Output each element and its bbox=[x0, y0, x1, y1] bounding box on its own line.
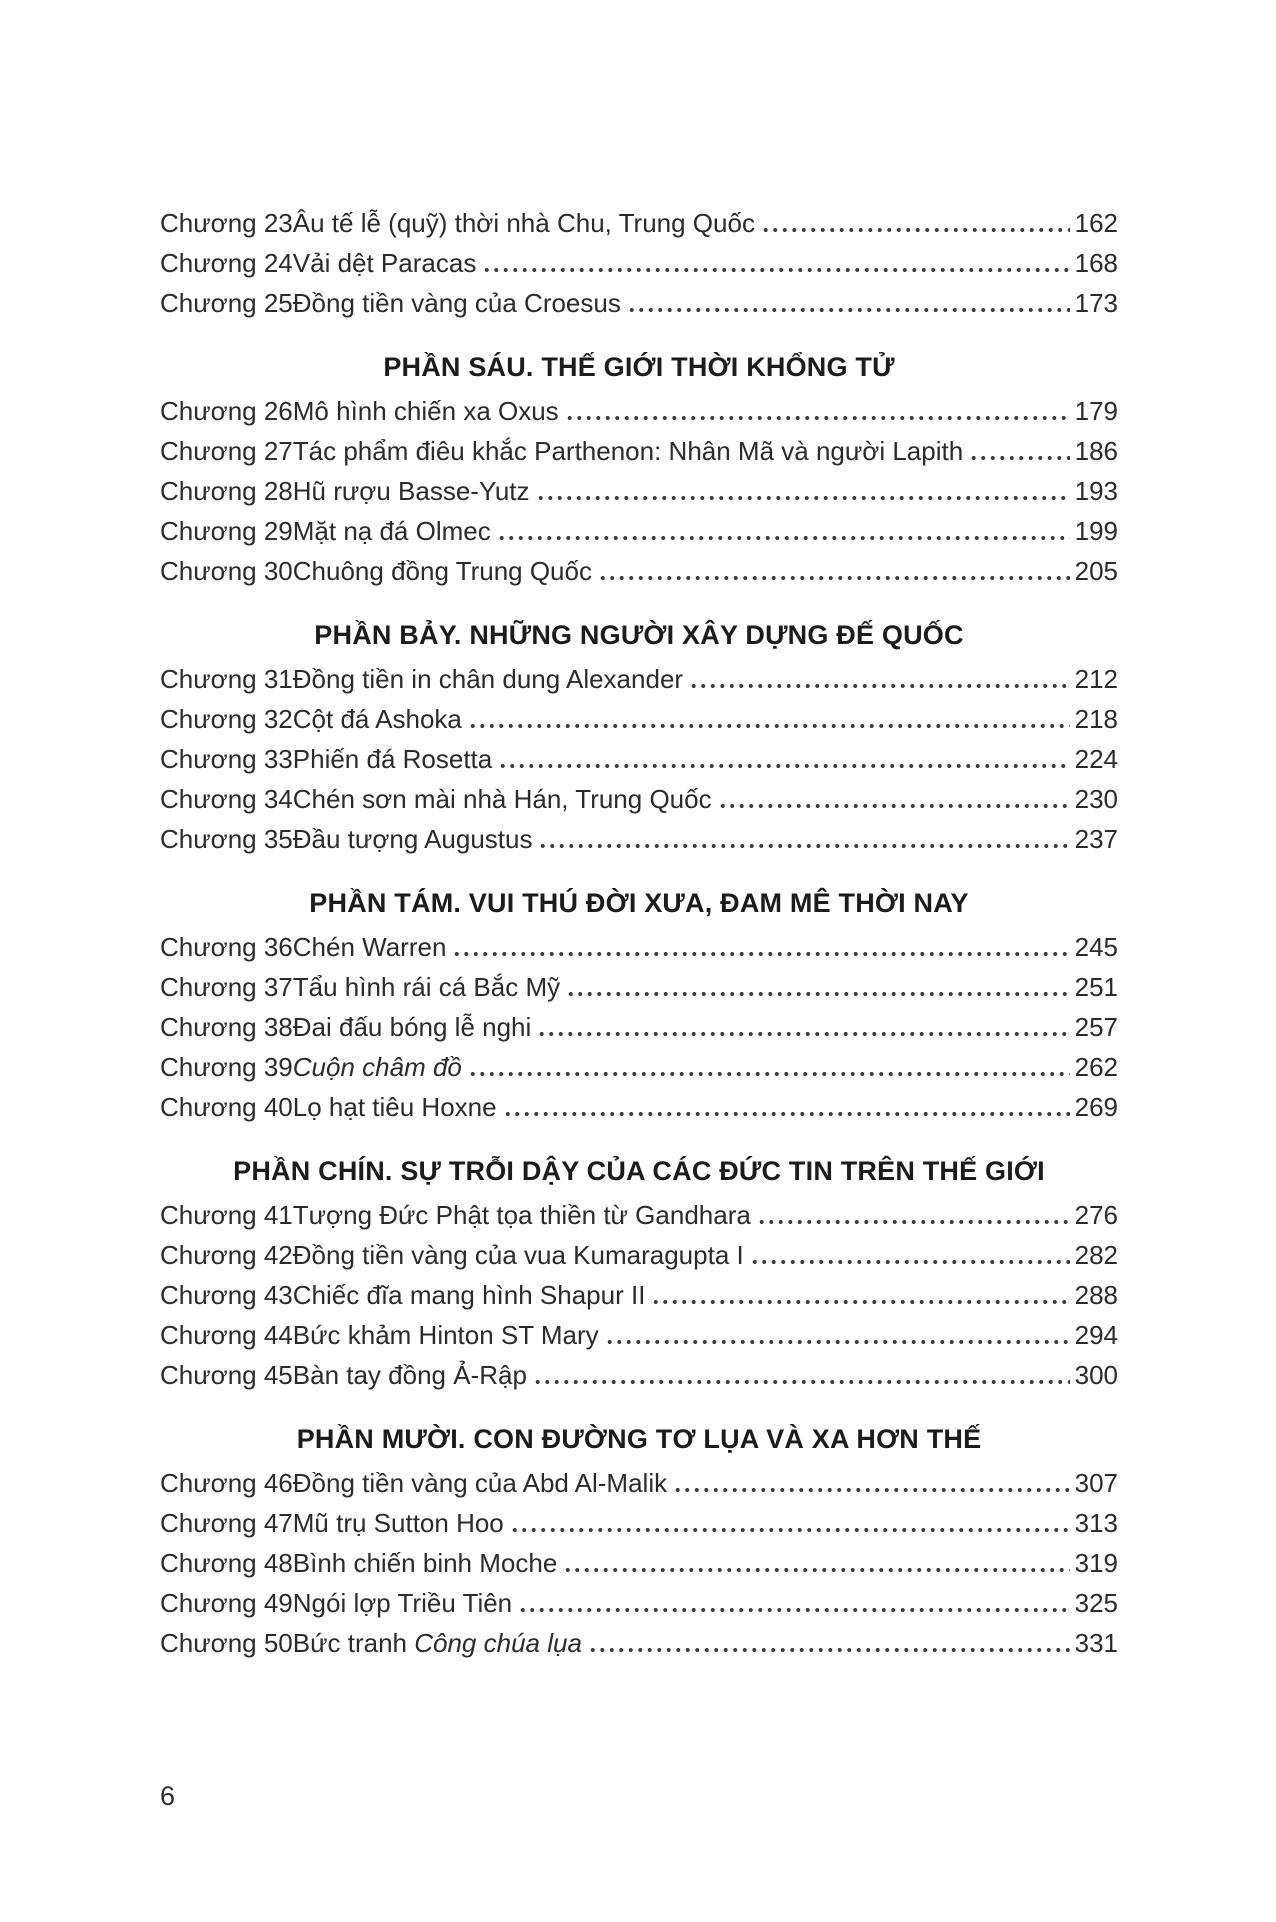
entry-page-number: 294 bbox=[1074, 1320, 1118, 1350]
entry-page-number: 251 bbox=[1074, 972, 1118, 1002]
entry-title: Đồng tiền vàng của Abd Al-Malik bbox=[292, 1468, 668, 1498]
entry-chapter-label: Chương 34 bbox=[160, 784, 293, 814]
section-heading: PHẦN TÁM. VUI THÚ ĐỜI XƯA, ĐAM MÊ THỜI NAY bbox=[309, 888, 969, 918]
entry-chapter-label: Chương 23 bbox=[160, 208, 293, 238]
entry-title: Lọ hạt tiêu Hoxne bbox=[292, 1092, 497, 1122]
entry-title: Đầu tượng Augustus bbox=[292, 824, 533, 854]
toc bbox=[160, 203, 1118, 1663]
dot-leader bbox=[673, 1463, 1070, 1503]
entry-page-number: 205 bbox=[1074, 556, 1118, 586]
toc-entry bbox=[160, 1623, 1118, 1663]
dot-leader bbox=[468, 1047, 1070, 1087]
dot-leader bbox=[588, 1623, 1070, 1663]
entry-page-number: 276 bbox=[1074, 1200, 1118, 1230]
toc-entry bbox=[160, 1195, 1118, 1235]
toc-entry bbox=[160, 511, 1118, 551]
dot-leader bbox=[498, 739, 1069, 779]
entry-title: Âu tế lễ (quỹ) thời nhà Chu, Trung Quốc bbox=[292, 208, 755, 238]
toc-entry bbox=[160, 1235, 1118, 1275]
dot-leader bbox=[468, 699, 1070, 739]
toc-entry bbox=[160, 659, 1118, 699]
entry-page-number: 179 bbox=[1074, 396, 1118, 426]
toc-entry bbox=[160, 927, 1118, 967]
entry-page-number: 282 bbox=[1074, 1240, 1118, 1270]
entry-title: Cột đá Ashoka bbox=[292, 704, 462, 734]
entry-chapter-label: Chương 33 bbox=[160, 744, 293, 774]
entry-chapter-label: Chương 35 bbox=[160, 824, 293, 854]
toc-entry bbox=[160, 967, 1118, 1007]
dot-leader bbox=[503, 1087, 1070, 1127]
section-heading: PHẦN CHÍN. SỰ TRỖI DẬY CỦA CÁC ĐỨC TIN TRÊN THẾ GIỚI bbox=[233, 1156, 1045, 1186]
entry-chapter-label: Chương 49 bbox=[160, 1588, 293, 1618]
dot-leader bbox=[598, 551, 1070, 591]
entry-chapter-label: Chương 24 bbox=[160, 248, 293, 278]
dot-leader bbox=[510, 1503, 1070, 1543]
entry-page-number: 193 bbox=[1074, 476, 1118, 506]
entry-page-number: 331 bbox=[1074, 1628, 1118, 1658]
entry-page-number: 319 bbox=[1074, 1548, 1118, 1578]
entry-chapter-label: Chương 29 bbox=[160, 516, 293, 546]
entry-page-number: 300 bbox=[1074, 1360, 1118, 1390]
entry-title: Đồng tiền in chân dung Alexander bbox=[292, 664, 684, 694]
entry-page-number: 173 bbox=[1074, 288, 1118, 318]
entry-chapter-label: Chương 46 bbox=[160, 1468, 293, 1498]
entry-chapter-label: Chương 28 bbox=[160, 476, 293, 506]
dot-leader bbox=[750, 1235, 1070, 1275]
entry-title: Chuông đồng Trung Quốc bbox=[292, 556, 592, 586]
dot-leader bbox=[605, 1315, 1070, 1355]
section-heading: PHẦN MƯỜI. CON ĐƯỜNG TƠ LỤA VÀ XA HƠN THẾ bbox=[296, 1424, 982, 1454]
entry-title: Tẩu hình rái cá Bắc Mỹ bbox=[292, 972, 561, 1002]
toc-entry bbox=[160, 739, 1118, 779]
toc-entry bbox=[160, 1463, 1118, 1503]
toc-entry bbox=[160, 1275, 1118, 1315]
entry-page-number: 199 bbox=[1074, 516, 1118, 546]
entry-page-number: 313 bbox=[1074, 1508, 1118, 1538]
entry-page-number: 307 bbox=[1074, 1468, 1118, 1498]
entry-title: Chén Warren bbox=[292, 932, 447, 962]
dot-leader bbox=[627, 283, 1070, 323]
entry-page-number: 168 bbox=[1074, 248, 1118, 278]
dot-leader bbox=[536, 471, 1070, 511]
entry-chapter-label: Chương 25 bbox=[160, 288, 293, 318]
dot-leader bbox=[969, 431, 1069, 471]
entry-page-number: 162 bbox=[1074, 208, 1118, 238]
entry-title: Hũ rượu Basse-Yutz bbox=[292, 476, 530, 506]
dot-leader bbox=[566, 967, 1070, 1007]
dot-leader bbox=[761, 203, 1070, 243]
entry-title: Mũ trụ Sutton Hoo bbox=[292, 1508, 504, 1538]
dot-leader bbox=[497, 511, 1070, 551]
toc-entry bbox=[160, 1087, 1118, 1127]
entry-page-number: 186 bbox=[1074, 436, 1118, 466]
entry-chapter-label: Chương 30 bbox=[160, 556, 293, 586]
entry-title: Tượng Đức Phật tọa thiền từ Gandhara bbox=[292, 1200, 751, 1230]
entry-page-number: 257 bbox=[1074, 1012, 1118, 1042]
entry-title: Bức khảm Hinton ST Mary bbox=[292, 1320, 599, 1350]
toc-entry bbox=[160, 471, 1118, 511]
toc-entry bbox=[160, 283, 1118, 323]
entry-chapter-label: Chương 45 bbox=[160, 1360, 293, 1390]
entry-chapter-label: Chương 44 bbox=[160, 1320, 293, 1350]
toc-entry bbox=[160, 1503, 1118, 1543]
toc-entry bbox=[160, 779, 1118, 819]
entry-chapter-label: Chương 36 bbox=[160, 932, 293, 962]
section-heading: PHẦN BẢY. NHỮNG NGƯỜI XÂY DỰNG ĐẾ QUỐC bbox=[314, 620, 964, 650]
entry-title: Bình chiến binh Moche bbox=[292, 1548, 558, 1578]
toc-entry bbox=[160, 819, 1118, 859]
entry-page-number: 269 bbox=[1074, 1092, 1118, 1122]
entry-title: Mô hình chiến xa Oxus bbox=[292, 396, 559, 426]
entry-title: Phiến đá Rosetta bbox=[292, 744, 493, 774]
section-heading: PHẦN SÁU. THẾ GIỚI THỜI KHỔNG TỬ bbox=[383, 352, 895, 382]
entry-title: Đai đấu bóng lễ nghi bbox=[292, 1012, 532, 1042]
entry-title: Đồng tiền vàng của Croesus bbox=[292, 288, 621, 318]
toc-entry bbox=[160, 1583, 1118, 1623]
entry-title: Cuộn châm đồ bbox=[292, 1052, 462, 1082]
entry-page-number: 218 bbox=[1074, 704, 1118, 734]
entry-page-number: 325 bbox=[1074, 1588, 1118, 1618]
entry-title: Tác phẩm điêu khắc Parthenon: Nhân Mã và người Lapith bbox=[292, 436, 964, 466]
entry-title: Đồng tiền vàng của vua Kumaragupta I bbox=[292, 1240, 744, 1270]
entry-chapter-label: Chương 47 bbox=[160, 1508, 293, 1538]
dot-leader bbox=[718, 779, 1070, 819]
dot-leader bbox=[757, 1195, 1070, 1235]
entry-chapter-label: Chương 50 bbox=[160, 1628, 293, 1658]
entry-chapter-label: Chương 48 bbox=[160, 1548, 293, 1578]
entry-title: Bức tranh Công chúa lụa bbox=[292, 1628, 582, 1658]
entry-title: Ngói lợp Triều Tiên bbox=[292, 1588, 513, 1618]
entry-page-number: 224 bbox=[1074, 744, 1118, 774]
entry-chapter-label: Chương 37 bbox=[160, 972, 293, 1002]
dot-leader bbox=[533, 1355, 1070, 1395]
dot-leader bbox=[518, 1583, 1069, 1623]
toc-entry bbox=[160, 1355, 1118, 1395]
entry-page-number: 288 bbox=[1074, 1280, 1118, 1310]
dot-leader bbox=[537, 1007, 1069, 1047]
entry-page-number: 262 bbox=[1074, 1052, 1118, 1082]
page-number-footer: 6 bbox=[160, 1781, 176, 1811]
entry-title: Bàn tay đồng Ả-Rập bbox=[292, 1360, 527, 1390]
entry-chapter-label: Chương 32 bbox=[160, 704, 293, 734]
entry-title: Chiếc đĩa mang hình Shapur II bbox=[292, 1280, 646, 1310]
dot-leader bbox=[452, 927, 1069, 967]
toc-entry bbox=[160, 551, 1118, 591]
entry-page-number: 212 bbox=[1074, 664, 1118, 694]
entry-page-number: 245 bbox=[1074, 932, 1118, 962]
dot-leader bbox=[565, 391, 1070, 431]
dot-leader bbox=[563, 1543, 1069, 1583]
toc-entry bbox=[160, 699, 1118, 739]
entry-chapter-label: Chương 39 bbox=[160, 1052, 293, 1082]
entry-chapter-label: Chương 31 bbox=[160, 664, 293, 694]
toc-entry bbox=[160, 1543, 1118, 1583]
toc-entry bbox=[160, 1047, 1118, 1087]
toc-entry bbox=[160, 243, 1118, 283]
toc-entry bbox=[160, 203, 1118, 243]
entry-title: Vải dệt Paracas bbox=[292, 248, 477, 278]
entry-chapter-label: Chương 40 bbox=[160, 1092, 293, 1122]
entry-page-number: 237 bbox=[1074, 824, 1118, 854]
entry-chapter-label: Chương 42 bbox=[160, 1240, 293, 1270]
dot-leader bbox=[689, 659, 1070, 699]
entry-page-number: 230 bbox=[1074, 784, 1118, 814]
toc-entry bbox=[160, 391, 1118, 431]
entry-chapter-label: Chương 26 bbox=[160, 396, 293, 426]
entry-chapter-label: Chương 27 bbox=[160, 436, 293, 466]
entry-title: Chén sơn mài nhà Hán, Trung Quốc bbox=[292, 784, 712, 814]
dot-leader bbox=[538, 819, 1069, 859]
dot-leader bbox=[651, 1275, 1069, 1315]
entry-chapter-label: Chương 43 bbox=[160, 1280, 293, 1310]
entry-chapter-label: Chương 38 bbox=[160, 1012, 293, 1042]
toc-entry bbox=[160, 431, 1118, 471]
toc-entry bbox=[160, 1007, 1118, 1047]
entry-chapter-label: Chương 41 bbox=[160, 1200, 293, 1230]
toc-entry bbox=[160, 1315, 1118, 1355]
entry-title: Mặt nạ đá Olmec bbox=[292, 516, 491, 546]
dot-leader bbox=[482, 243, 1069, 283]
